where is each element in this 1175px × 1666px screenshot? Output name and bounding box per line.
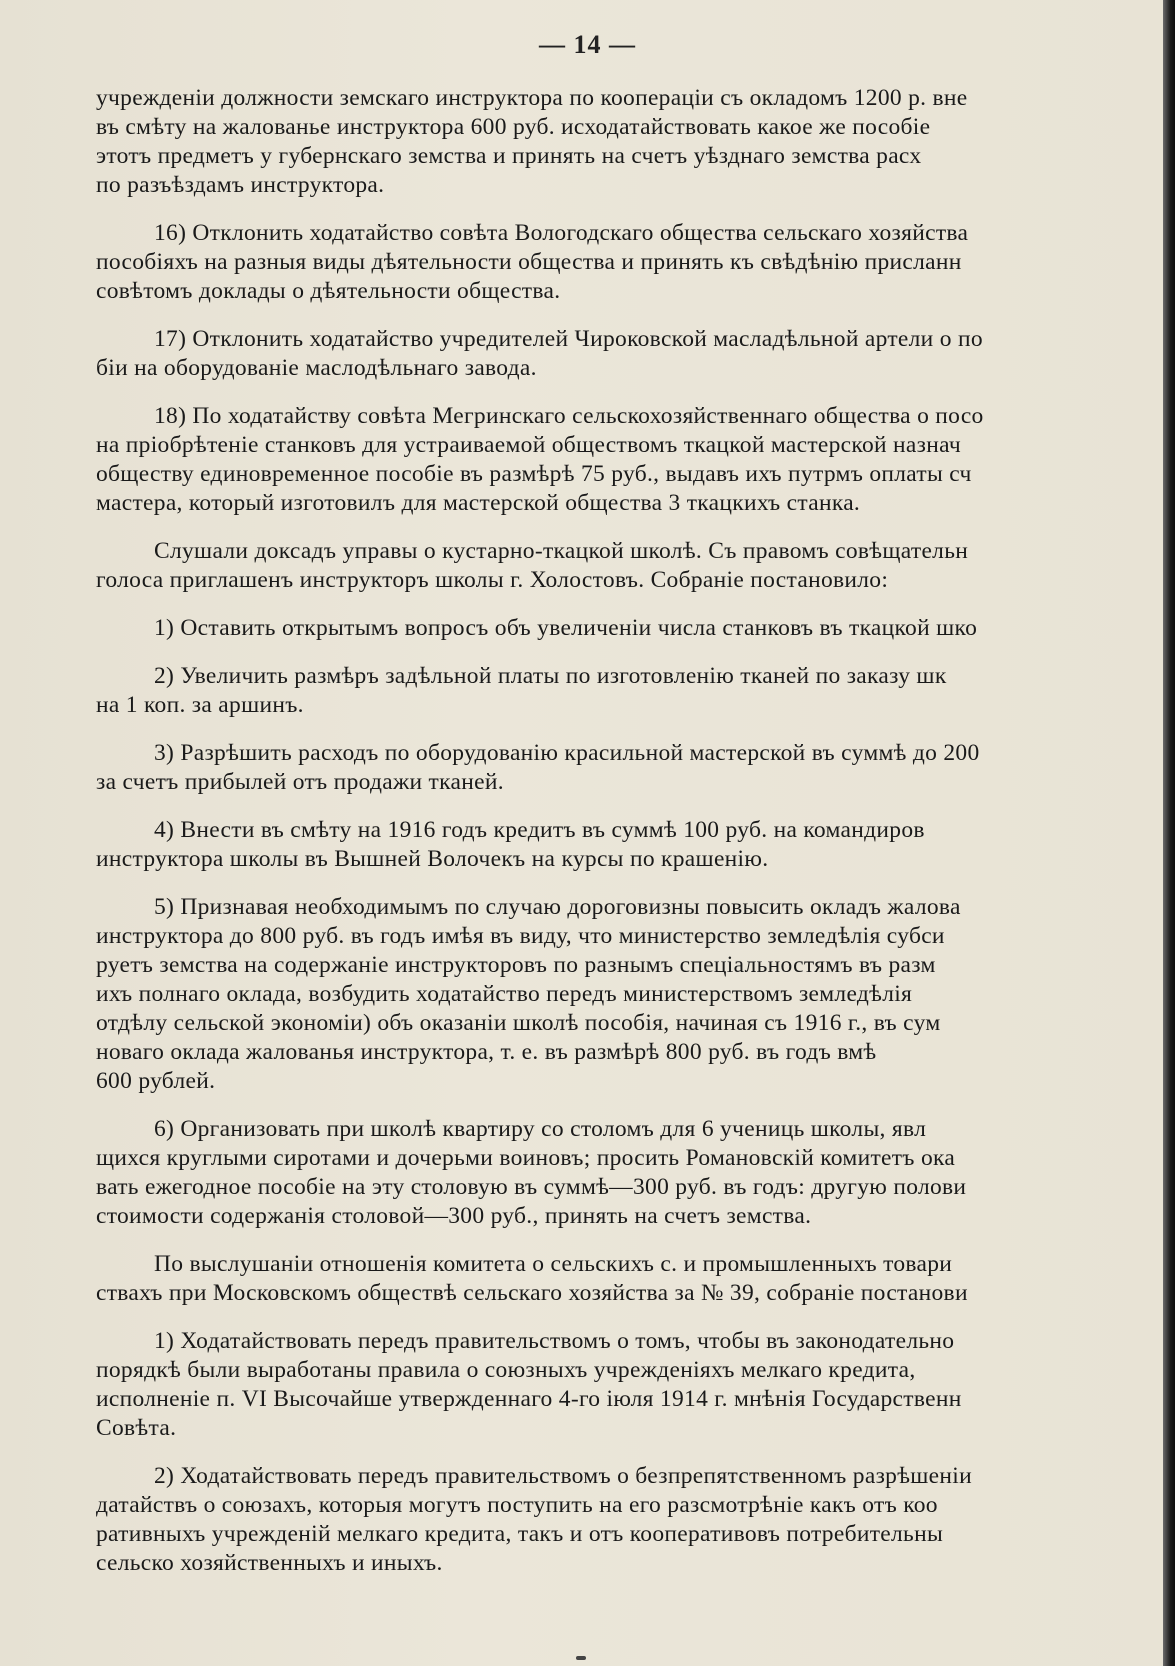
text-line: этотъ предметъ у губернскаго земства и принять на счетъ уѣзднаго земства расх xyxy=(96,143,922,169)
text-line: отдѣлу сельской экономiи) объ оказанiи школѣ пособiя, начиная съ 1916 г., въ сум xyxy=(96,1010,941,1036)
text-line: 600 рублей. xyxy=(96,1068,216,1094)
text-line: Слушали доксадъ управы о кустарно-ткацкой школѣ. Съ правомъ совѣщательн xyxy=(154,538,969,564)
paragraph-school-item-3 xyxy=(96,739,1164,797)
page-number: — 14 — xyxy=(539,30,636,59)
print-mark xyxy=(576,1656,586,1660)
text-line: совѣтомъ доклады о дѣятельности общества. xyxy=(96,278,561,304)
text-line: 1) Оставить открытымъ вопросъ объ увеличенiи числа станковъ въ ткацкой шко xyxy=(154,615,978,641)
text-line: на 1 коп. за аршинъ. xyxy=(96,692,304,718)
text-line: 3) Разрѣшить расходъ по оборудованiю красильной мастерской въ суммѣ до 200 xyxy=(154,740,980,766)
text-line: ративныхъ учрежденiй мелкаго кредита, такъ и отъ кооперативовъ потребительны xyxy=(96,1521,944,1547)
text-line: учрежденiи должности земскаго инструктора по кооперацiи съ окладомъ 1200 р. вне xyxy=(96,85,968,111)
text-line: По выслушанiи отношенiя комитета о сельскихъ с. и промышленныхъ товари xyxy=(154,1251,953,1277)
text-line: за счетъ прибылей отъ продажи тканей. xyxy=(96,769,504,795)
paragraph-continuation xyxy=(96,84,1164,200)
paragraph-committee-report xyxy=(96,1250,1164,1308)
text-line: 18) По ходатайству совѣта Мегринскаго сельскохозяйственнаго общества о посо xyxy=(154,403,984,429)
text-line: новаго оклада жалованья инструктора, т. е. въ размѣрѣ 800 руб. въ годъ вмѣ xyxy=(96,1039,877,1065)
text-line: 16) Отклонить ходатайство совѣта Вологодскаго общества сельскаго хозяйства xyxy=(154,220,969,246)
text-line: щихся круглыми сиротами и дочерьми воиновъ; просить Романовскiй комитетъ ока xyxy=(96,1145,956,1171)
text-line: 5) Признавая необходимымъ по случаю дороговизны повысить окладъ жалова xyxy=(154,894,961,920)
text-line: голоса приглашенъ инструкторъ школы г. Холостовъ. Собранiе постановило: xyxy=(96,567,889,593)
text-line: датайствъ о союзахъ, которыя могутъ поступить на его разсмотрѣнiе какъ отъ коо xyxy=(96,1492,938,1518)
text-line: исполненiе п. VI Высочайше утвержденнаго 4-го iюля 1914 г. мнѣнiя Государственн xyxy=(96,1386,962,1412)
paragraph-item-16 xyxy=(96,219,1164,306)
text-line: 2) Ходатайствовать передъ правительствомъ о безпрепятственномъ разрѣшенiи xyxy=(154,1463,972,1489)
paragraph-item-17 xyxy=(96,325,1164,383)
text-line: порядкѣ были выработаны правила о союзныхъ учрежденiяхъ мелкаго кредита, xyxy=(96,1357,916,1383)
text-line: мастера, который изготовилъ для мастерской общества 3 ткацкихъ станка. xyxy=(96,490,861,516)
text-line: бiи на оборудованiе маслодѣльнаго завода. xyxy=(96,355,537,381)
page-binding-edge xyxy=(1163,0,1175,1666)
paragraph-school-item-2 xyxy=(96,662,1164,720)
text-line: инструктора школы въ Вышней Волочекъ на курсы по крашенiю. xyxy=(96,846,769,872)
document-body xyxy=(96,84,1164,1597)
paragraph-school-item-4 xyxy=(96,816,1164,874)
text-line: на прiобрѣтенiе станковъ для устраиваемой обществомъ ткацкой мастерской назнач xyxy=(96,432,962,458)
text-line: ствахъ при Московскомъ обществѣ сельскаго хозяйства за № 39, собранiе постанови xyxy=(96,1280,968,1306)
text-line: 6) Организовать при школѣ квартиру со столомъ для 6 учениць школы, явл xyxy=(154,1116,927,1142)
paragraph-committee-item-1 xyxy=(96,1327,1164,1443)
paragraph-school-item-5 xyxy=(96,893,1164,1096)
text-line: сельско хозяйственныхъ и иныхъ. xyxy=(96,1550,443,1576)
text-line: руетъ земства на содержанiе инструкторовъ по разнымъ спецiальностямъ въ разм xyxy=(96,952,936,978)
text-line: пособiяхъ на разныя виды дѣятельности общества и принять къ свѣдѣнiю присланн xyxy=(96,249,962,275)
text-line: ихъ полнаго оклада, возбудить ходатайство передъ министерствомъ земледѣлiя xyxy=(96,981,913,1007)
text-line: по разъѣздамъ инструктора. xyxy=(96,172,385,198)
text-line: 2) Увеличить размѣръ задѣльной платы по изготовленiю тканей по заказу шк xyxy=(154,663,947,689)
text-line: 4) Внести въ смѣту на 1916 годъ кредитъ въ суммѣ 100 руб. на командиров xyxy=(154,817,925,843)
paragraph-school-report xyxy=(96,537,1164,595)
text-line: въ смѣту на жалованье инструктора 600 руб. исходатайствовать какое же пособiе xyxy=(96,114,931,140)
text-line: обществу единовременное пособiе въ размѣрѣ 75 руб., выдавъ ихъ путрмъ оплаты сч xyxy=(96,461,972,487)
paragraph-committee-item-2 xyxy=(96,1462,1164,1578)
text-line: стоимости содержанiя столовой—300 руб., принять на счетъ земства. xyxy=(96,1203,812,1229)
text-line: инструктора до 800 руб. въ годъ имѣя въ виду, что министерство земледѣлiя субси xyxy=(96,923,945,949)
paragraph-school-item-6 xyxy=(96,1115,1164,1231)
text-line: Совѣта. xyxy=(96,1415,177,1441)
text-line: 1) Ходатайствовать передъ правительствомъ о томъ, чтобы въ законодательно xyxy=(154,1328,955,1354)
text-line: вать ежегодное пособiе на эту столовую въ суммѣ—300 руб. въ годъ: другую полови xyxy=(96,1174,967,1200)
paragraph-school-item-1 xyxy=(96,614,1164,643)
paragraph-item-18 xyxy=(96,402,1164,518)
text-line: 17) Отклонить ходатайство учредителей Чироковской масладѣльной артели о по xyxy=(154,326,983,352)
